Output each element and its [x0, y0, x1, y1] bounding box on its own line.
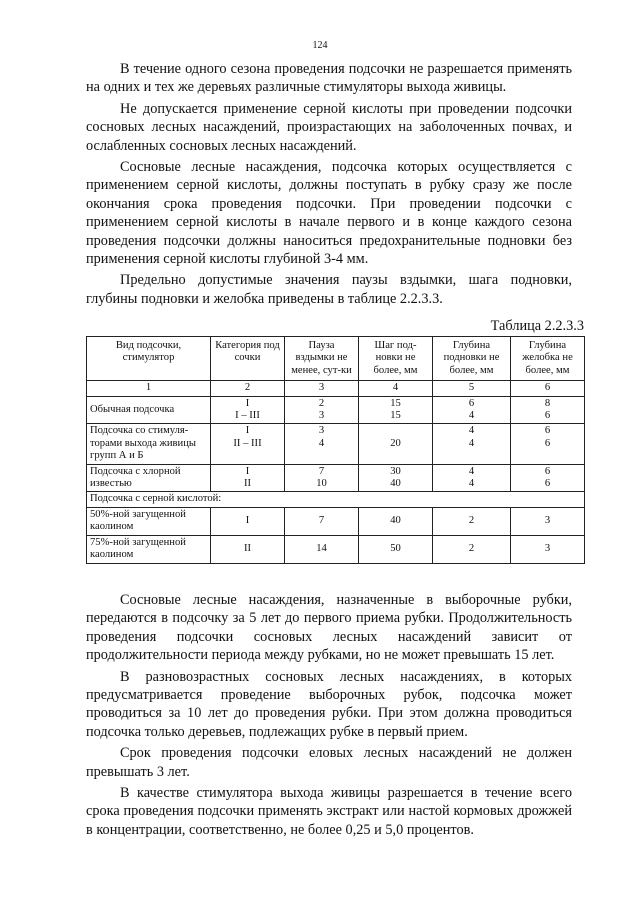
category-cell — [211, 424, 285, 464]
groove-cell: 3 — [511, 535, 585, 563]
cell-value: 3 — [318, 410, 325, 422]
column-number: 2 — [211, 381, 285, 396]
cell-value: 4 — [318, 437, 325, 449]
cell-value: 2 — [318, 397, 325, 409]
row-label: Подсочка с хлорной известью — [87, 464, 211, 492]
column-number: 5 — [433, 381, 511, 396]
cell-value: 4 — [468, 465, 475, 477]
row-label: Подсочка со стимуля-торами выхода живицы групп А и Б — [87, 424, 211, 464]
paragraph: В разновозрастных сосновых лесных насаждениях, в которых предусматривается проведение выборочных рубок, подсочка может проводиться за 10 лет до проведения рубки. При этом должна проводиться подсочка только деревьев, подлежащих рубке в первый прием. — [86, 668, 572, 740]
paragraph: Срок проведения подсочки еловых лесных насаждений не должен превышать 3 лет. — [86, 745, 572, 780]
header-groove: Глубина желобка не более, мм — [511, 337, 585, 381]
cell-value: 15 — [390, 397, 401, 409]
table-row — [87, 424, 585, 464]
step-cell: 50 — [359, 535, 433, 563]
step-cell: 40 — [359, 507, 433, 535]
paragraph: В качестве стимулятора выхода живицы разрешается в течение всего срока проведения подсочки применять экстракт или настой кормовых дрожжей в концентрации, соответственно, не более 0,25 и 5,0 процентов. — [86, 785, 572, 838]
depth-cell — [433, 424, 511, 464]
header-pause: Пауза вздымки не менее, сут-ки — [285, 337, 359, 381]
header-category: Категория под сочки — [211, 337, 285, 381]
depth-cell — [433, 464, 511, 492]
table-row — [87, 464, 585, 492]
pause-cell: 14 — [285, 535, 359, 563]
row-label: 50%-ной загущенной каолином — [87, 507, 211, 535]
header-depth: Глубина подновки не более, мм — [433, 337, 511, 381]
top-text-block — [86, 60, 572, 311]
cell-value: 8 — [544, 397, 551, 409]
limits-table — [86, 336, 585, 564]
groove-cell — [511, 424, 585, 464]
depth-cell — [433, 396, 511, 424]
groove-cell — [511, 464, 585, 492]
bottom-text-block — [86, 591, 572, 842]
section-row — [87, 492, 585, 507]
cell-value: I — [245, 465, 250, 477]
cell-value: 6 — [544, 465, 551, 477]
category-cell — [211, 464, 285, 492]
cell-value: 15 — [390, 410, 401, 422]
table-header-row — [87, 337, 585, 381]
cell-value: II – III — [233, 437, 262, 449]
cell-value: I — [245, 425, 250, 437]
cell-value: 4 — [468, 425, 475, 437]
cell-value: 6 — [468, 397, 475, 409]
groove-cell — [511, 396, 585, 424]
cell-value: 40 — [390, 478, 401, 490]
cell-value: 6 — [544, 478, 551, 490]
cell-value: 20 — [390, 437, 401, 449]
cell-value: I – III — [235, 410, 260, 422]
step-cell — [359, 464, 433, 492]
section-label: Подсочка с серной кислотой: — [87, 492, 585, 507]
paragraph: Предельно допустимые значения паузы вздымки, шага подновки, глубины подновки и желобка приведены в таблице 2.2.3.3. — [86, 272, 572, 307]
column-number: 3 — [285, 381, 359, 396]
pause-cell — [285, 396, 359, 424]
category-cell: I — [211, 507, 285, 535]
cell-value: I — [245, 397, 250, 409]
row-label: 75%-ной загущенной каолином — [87, 535, 211, 563]
header-type: Вид подсочки, стимулятор — [87, 337, 211, 381]
pause-cell: 7 — [285, 507, 359, 535]
table-row — [87, 535, 585, 563]
table-row — [87, 507, 585, 535]
cell-value: 10 — [316, 478, 327, 490]
column-number: 6 — [511, 381, 585, 396]
page-number: 124 — [312, 40, 328, 51]
category-cell: II — [211, 535, 285, 563]
cell-value: 6 — [544, 425, 551, 437]
pause-cell — [285, 464, 359, 492]
depth-cell: 2 — [433, 507, 511, 535]
cell-value: 6 — [544, 410, 551, 422]
table-row — [87, 396, 585, 424]
category-cell — [211, 396, 285, 424]
paragraph: Сосновые лесные насаждения, подсочка которых осуществляется с применением серной кислоты, должны поступать в рубку сразу же после окончания срока проведения подсочки. При проведении подсочки с применением серной кислоты в начале первого и в конце каждого сезона проведения подсочки должны наноситься предохранительные подновки без применения серной кислоты глубиной 3-4 мм. — [86, 159, 572, 268]
column-number-row — [87, 381, 585, 396]
step-cell — [359, 424, 433, 464]
column-number: 4 — [359, 381, 433, 396]
pause-cell — [285, 424, 359, 464]
cell-value: 6 — [544, 437, 551, 449]
cell-value: II — [243, 478, 252, 490]
cell-value: 4 — [468, 478, 475, 490]
paragraph: В течение одного сезона проведения подсочки не разрешается применять на одних и тех же деревьях различные стимуляторы выхода живицы. — [86, 61, 572, 96]
cell-value: 3 — [318, 425, 325, 437]
depth-cell: 2 — [433, 535, 511, 563]
paragraph: Не допускается применение серной кислоты при проведении подсочки сосновых лесных насаждений, произрастающих на заболоченных почвах, и ослабленных сосновых лесных насаждений. — [86, 100, 572, 154]
column-number: 1 — [87, 381, 211, 396]
header-step: Шаг под-новки не более, мм — [359, 337, 433, 381]
cell-value: 4 — [468, 410, 475, 422]
groove-cell: 3 — [511, 507, 585, 535]
paragraph: Сосновые лесные насаждения, назначенные в выборочные рубки, передаются в подсочку за 5 лет до первого приема рубки. Продолжительность проведения подсочки сосновых лесных насаждений зависит от продолжительности периода между рубками, но не может превышать 15 лет. — [86, 592, 572, 664]
step-cell — [359, 396, 433, 424]
cell-value: 4 — [468, 437, 475, 449]
cell-value: 7 — [318, 465, 325, 477]
row-label: Обычная подсочка — [87, 396, 211, 424]
cell-value: 30 — [390, 465, 401, 477]
table-caption: Таблица 2.2.3.3 — [490, 318, 584, 334]
